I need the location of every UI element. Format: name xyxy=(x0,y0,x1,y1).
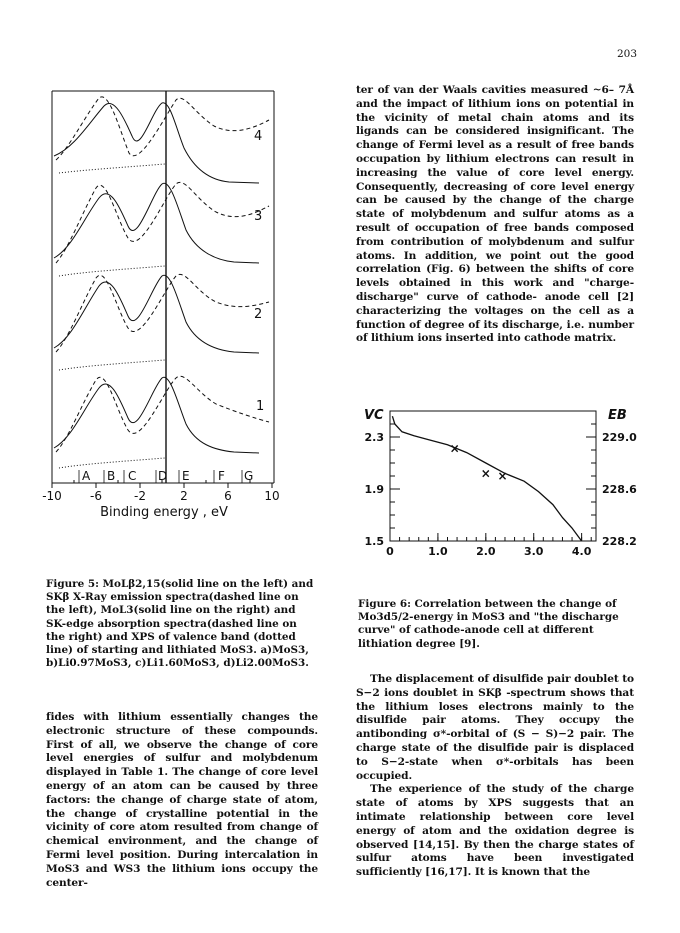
spectrum-1-dashed xyxy=(56,376,269,452)
region-label-d: D xyxy=(158,469,168,483)
spectrum-3-solid xyxy=(54,183,259,263)
x-tick-label: 6 xyxy=(224,489,232,503)
spectrum-4-dashed xyxy=(56,97,269,160)
left-column-bottom-text xyxy=(46,711,318,890)
spectrum-3-dashed xyxy=(56,182,269,263)
y-left-tick-label: 1.9 xyxy=(364,483,384,496)
figure6-caption: Figure 6: Correlation between the change of Mo3d5/2-energy in MoS3 and "the discharge curve" of cathode-anode cell at different lithiation degree [9]. xyxy=(358,598,619,650)
data-marker: × xyxy=(497,469,508,483)
x-tick-label: 2.0 xyxy=(476,545,496,558)
data-marker: × xyxy=(449,441,460,456)
paragraph: fides with lithium essentially changes the electronic structure of these compounds. First of all, we observe the change of core level energies of sulfur and molybdenum displayed in Table 1. The change of core level energy of an atom can be caused by three factors: the change of charge state of atom, the change of crystalline potential in the vicinity of core atom resulted from change of chemical environment, and the change of Fermi level position. During intercalation in MoS3 and WS3 the lithium ions occupy the center- xyxy=(46,711,318,889)
spectrum-3-dotted xyxy=(59,266,166,276)
spectrum-1-dotted xyxy=(59,458,166,468)
x-tick-label: 3.0 xyxy=(523,545,544,558)
x-tick-label: 0 xyxy=(386,545,394,558)
x-tick-label: 4.0 xyxy=(571,545,592,558)
right-column-top-text xyxy=(356,84,634,346)
y-left-tick-label: 1.5 xyxy=(364,535,384,548)
plot-frame xyxy=(390,411,596,541)
data-marker: × xyxy=(480,466,491,481)
y-left-tick-label: 2.3 xyxy=(364,431,384,444)
curve-number-4: 4 xyxy=(254,129,263,144)
page-number: 203 xyxy=(617,48,638,60)
paragraph: The experience of the study of the charge state of atoms by XPS suggests that an intimate relationship between core level energy of atom and the oxidation degree is observed [14,15]. By then the charge states of sulfur atoms have been investigated sufficiently [16,17]. It is known that the xyxy=(356,783,634,879)
y-right-axis-label: EB xyxy=(608,408,627,423)
y-right-tick-label: 229.0 xyxy=(602,431,637,444)
figure5-spectra-plot xyxy=(44,88,279,520)
spectrum-2-dashed xyxy=(56,274,269,352)
region-label-b: B xyxy=(107,469,116,483)
x-tick-label: -2 xyxy=(134,489,146,503)
x-axis-label: Binding energy , eV xyxy=(100,505,228,520)
paragraph: ter of van der Waals cavities measured ~6– 7Å and the impact of lithium ions on potential in the vicinity of metal chain atoms and its ligands can be considered insignificant. The change of Fermi level as a result of free bands occupation by lithium electrons can result in increasing the value of core level energy. Consequently, decreasing of core level energy can be caused by the change of the charge state of molybdenum and sulfur atoms as a result of occupation of free bands composed from contribution of molybdenum and sulfur atoms. In addition, we point out the good correlation (Fig. 6) between the shifts of core levels obtained in this work and "charge-discharge" curve of cathode- anode cell [2] characterizing the voltages on the cell as a function of degree of its discharge, i.e. number of lithium ions inserted into cathode matrix. xyxy=(356,84,634,345)
y-left-axis-label: VC xyxy=(364,408,384,423)
region-label-c: C xyxy=(128,469,137,483)
spectrum-1-solid xyxy=(54,377,259,453)
x-tick-label: -10 xyxy=(42,489,62,503)
figure5-caption: Figure 5: MoLβ2,15(solid line on the left) and SKβ X-Ray emission spectra(dashed line on the left), MoL3(solid line on the right) and SK-edge absorption spectra(dashed line on the right) and XPS of valence band (dotted line) of starting and lithiated MoS3. a)MoS3, b)Li0.97MoS3, c)Li1.60MoS3, d)Li2.00MoS3. xyxy=(46,578,314,670)
spectrum-4-solid xyxy=(54,103,259,183)
region-label-a: A xyxy=(82,469,91,483)
x-tick-label: -6 xyxy=(90,489,102,503)
y-right-tick-label: 228.2 xyxy=(602,535,637,548)
region-label-e: E xyxy=(182,469,190,483)
y-right-tick-label: 228.6 xyxy=(602,483,637,496)
spectrum-2-dotted xyxy=(59,360,166,370)
x-tick-label: 1.0 xyxy=(428,545,448,558)
spectrum-2-solid xyxy=(54,275,259,353)
figure6-chart xyxy=(356,393,640,565)
right-column-bottom-text xyxy=(356,673,634,880)
spectrum-4-dotted xyxy=(59,164,166,173)
region-label-g: G xyxy=(244,469,254,483)
curve-number-3: 3 xyxy=(254,209,263,224)
curve-number-2: 2 xyxy=(254,307,263,322)
x-tick-label: 10 xyxy=(264,489,280,503)
curve-number-1: 1 xyxy=(256,399,265,414)
paragraph: The displacement of disulfide pair doublet to S−2 ions doublet in SKβ -spectrum shows that the lithium loses electrons mainly to the disulfide pair atoms. They occupy the antibonding σ*-orbital of (S − S)−2 pair. The charge state of the disulfide pair is displaced to S−2-state when σ*-orbitals has been occupied. xyxy=(356,673,634,782)
x-tick-label: 2 xyxy=(180,489,188,503)
region-label-f: F xyxy=(218,469,225,483)
